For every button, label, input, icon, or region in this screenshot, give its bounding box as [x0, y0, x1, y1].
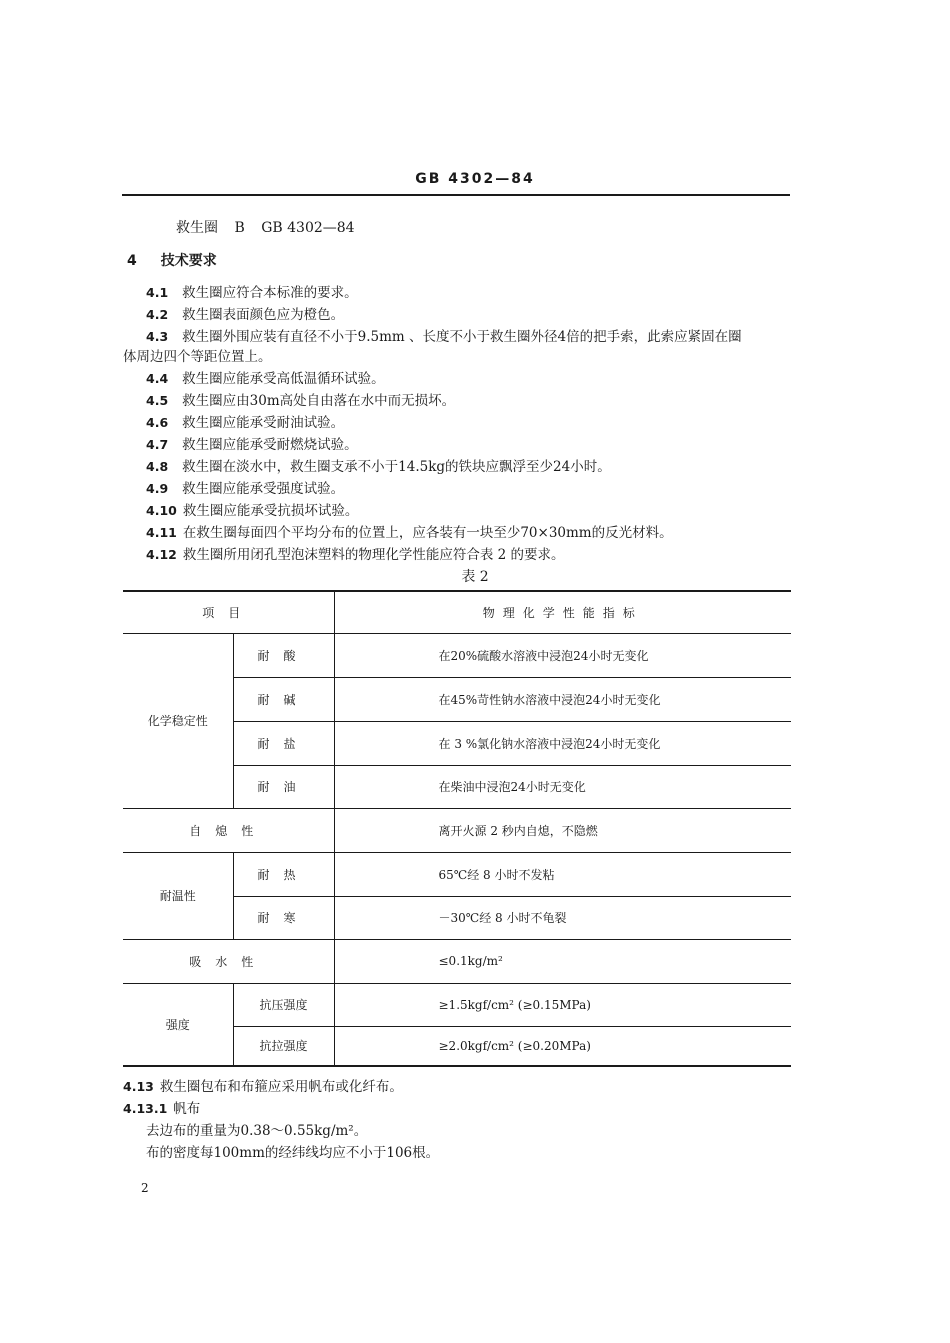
clause-continuation: 体周边四个等距位置上。: [123, 349, 272, 365]
category-cell: 化学稳定性: [123, 633, 233, 808]
clause: [146, 282, 358, 304]
clause: [146, 412, 344, 434]
subitem-cell: 耐酸: [233, 633, 334, 677]
subitem-cell: 耐寒: [233, 896, 334, 939]
subitem-cell: 耐盐: [233, 721, 334, 765]
value-cell: －30℃经 8 小时不龟裂: [334, 896, 791, 939]
clause-text: 救生圈在淡水中，救生圈支承不小于14.5kg的铁块应飘浮至少24小时。: [182, 459, 611, 475]
clause-number: 4.9: [146, 481, 169, 496]
clause: [123, 1076, 403, 1098]
clause-number: 4.5: [146, 393, 169, 408]
value-cell: 在柴油中浸泡24小时无变化: [334, 765, 791, 808]
clause-number: 4.10: [146, 503, 177, 518]
table-row: [123, 852, 791, 896]
clause-text: 救生圈包布和布箍应采用帆布或化纤布。: [159, 1079, 403, 1095]
category-cell: 强度: [123, 983, 233, 1066]
clause-text: 救生圈应能承受高低温循环试验。: [182, 371, 385, 387]
subitem-cell: 耐油: [233, 765, 334, 808]
clause-number: 4.11: [146, 525, 177, 540]
value-cell: 在45%苛性钠水溶液中浸泡24小时无变化: [334, 677, 791, 721]
clause-number: 4.3: [146, 329, 169, 344]
section-title: 技术要求: [160, 253, 217, 269]
clause: [146, 478, 344, 500]
table-caption: 表 2: [461, 569, 489, 585]
section-number: 4: [127, 253, 137, 269]
value-cell: 离开火源 2 秒内自熄，不隐燃: [334, 808, 791, 852]
clause-text: 救生圈表面颜色应为橙色。: [182, 307, 345, 323]
clause: [146, 456, 611, 478]
page-number: 2: [141, 1181, 149, 1195]
table-row: [123, 983, 791, 1026]
value-cell: ≤0.1kg/m²: [334, 939, 791, 983]
subitem-cell: 抗拉强度: [233, 1026, 334, 1066]
clause: [146, 368, 385, 390]
clause-text: 救生圈应能承受耐燃烧试验。: [182, 437, 358, 453]
category-cell: 耐温性: [123, 852, 233, 939]
clause-text: 救生圈应能承受强度试验。: [182, 481, 345, 497]
clause-number: 4.8: [146, 459, 169, 474]
clause: [146, 434, 358, 456]
clause: [146, 326, 742, 348]
clause-number: 4.6: [146, 415, 169, 430]
table-row: [123, 633, 791, 677]
subitem-cell: 耐碱: [233, 677, 334, 721]
clause-number: 4.7: [146, 437, 169, 452]
value-cell: ≥1.5kgf/cm² (≥0.15MPa): [334, 983, 791, 1026]
clause-text: 救生圈外围应装有直径不小于9.5mm 、长度不小于救生圈外径4倍的把手索，此索应紧固在圈: [182, 329, 742, 345]
designation-name: 救生圈: [176, 220, 218, 236]
page-header: GB 4302—84: [415, 171, 535, 187]
value-cell: 在20%硫酸水溶液中浸泡24小时无变化: [334, 633, 791, 677]
clause-text: 救生圈应符合本标准的要求。: [182, 285, 358, 301]
table-header-row: [123, 591, 791, 633]
header-rule: [122, 194, 790, 196]
category-cell: 吸水性: [123, 939, 334, 983]
value-cell: 在 3 %氯化钠水溶液中浸泡24小时无变化: [334, 721, 791, 765]
table-row: [123, 939, 791, 983]
clause: [146, 304, 344, 326]
value-cell: 65℃经 8 小时不发粘: [334, 852, 791, 896]
subitem-cell: 耐热: [233, 852, 334, 896]
value-cell: ≥2.0kgf/cm² (≥0.20MPa): [334, 1026, 791, 1066]
section-heading: [127, 250, 217, 270]
clause-text: 帆布: [173, 1101, 201, 1117]
plain-paragraph: 去边布的重量为0.38～0.55kg/m²。: [146, 1123, 368, 1139]
clause-text: 救生圈应由30m高处自由落在水中而无损坏。: [182, 393, 456, 409]
clause: [146, 500, 358, 522]
clause: [146, 522, 673, 544]
clause-text: 在救生圈每面四个平均分布的位置上，应各装有一块至少70×30mm的反光材料。: [182, 525, 673, 541]
clause: [123, 1098, 200, 1120]
plain-paragraph: 布的密度每100mm的经纬线均应不小于106根。: [146, 1145, 440, 1161]
clause-number: 4.2: [146, 307, 169, 322]
subitem-cell: 抗压强度: [233, 983, 334, 1026]
clause-number: 4.13.1: [123, 1101, 168, 1116]
designation-grade: B: [234, 220, 245, 236]
clause: [146, 544, 565, 566]
category-cell: 自熄性: [123, 808, 334, 852]
header-spec: 物理化学性能指标: [334, 591, 791, 633]
product-designation: [176, 217, 367, 237]
clause-text: 救生圈应能承受耐油试验。: [182, 415, 345, 431]
clause: [146, 390, 455, 412]
table-row: [123, 808, 791, 852]
designation-code: GB 4302—84: [261, 220, 355, 236]
clause-number: 4.4: [146, 371, 169, 386]
clause-number: 4.13: [123, 1079, 154, 1094]
properties-table: [123, 590, 791, 1067]
clause-number: 4.12: [146, 547, 177, 562]
clause-number: 4.1: [146, 285, 169, 300]
header-item: 项目: [123, 591, 334, 633]
clause-text: 救生圈所用闭孔型泡沫塑料的物理化学性能应符合表 2 的要求。: [182, 547, 565, 563]
clause-text: 救生圈应能承受抗损坏试验。: [182, 503, 359, 519]
